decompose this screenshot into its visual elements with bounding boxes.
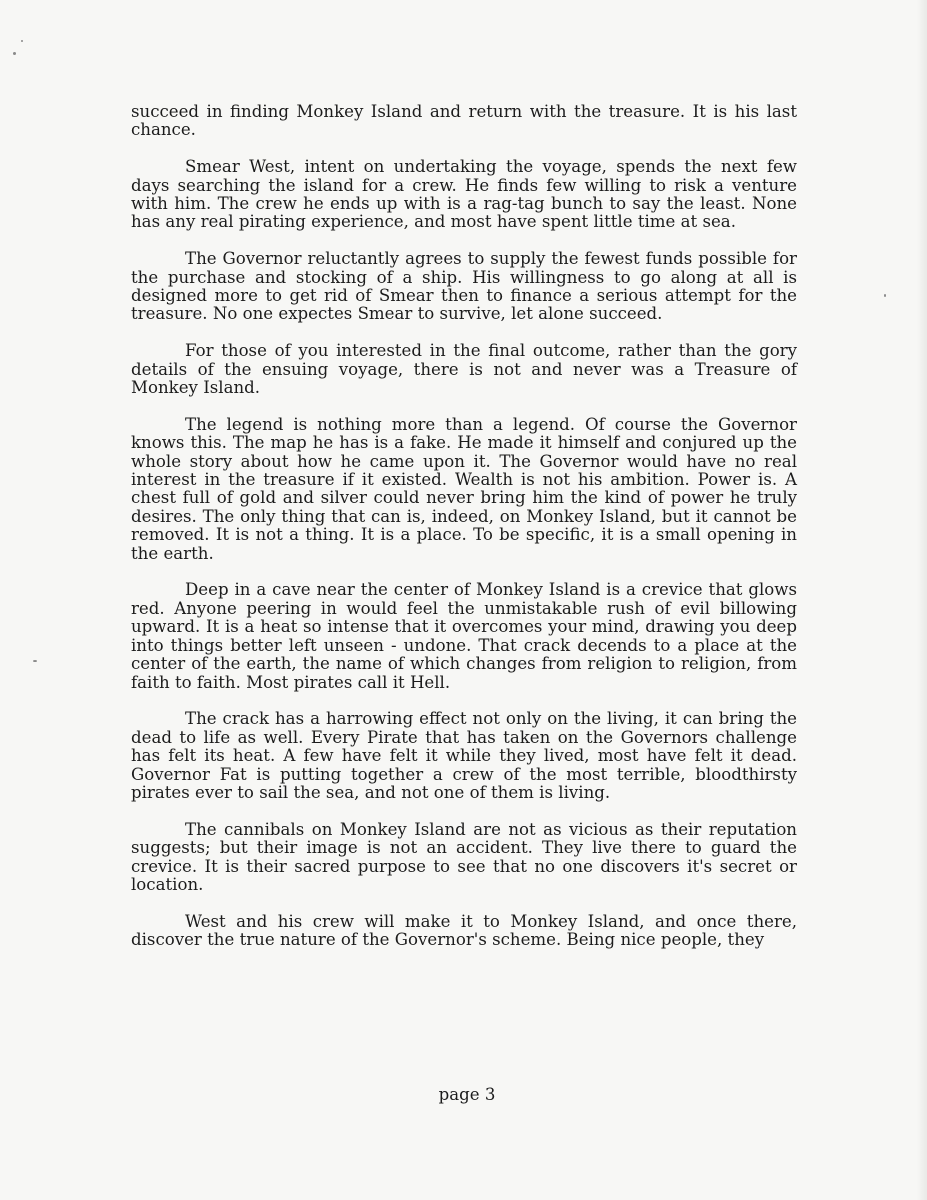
scan-speck [13, 52, 16, 55]
page-number-container [0, 1085, 927, 1104]
paragraph: succeed in finding Monkey Island and return with the treasure. It is his last chance. [131, 102, 797, 140]
paragraph: The Governor reluctantly agrees to supply the fewest funds possible for the purchase and stocking of a ship. His willingness to go along at all is designed more to get rid of Smear then to finance a serious attempt for the treasure. No one expectes Smear to survive, let alone succeed. [131, 249, 797, 324]
paragraph: The cannibals on Monkey Island are not as vicious as their reputation suggests; but their image is not an accident. They live there to guard the crevice. It is their sacred purpose to see that no one discovers it's secret or location. [131, 819, 797, 894]
scan-speck [884, 294, 886, 297]
document-body [131, 103, 797, 968]
paragraph: Deep in a cave near the center of Monkey Island is a crevice that glows red. Anyone peering in would feel the unmistakable rush of evil billowing upward. It is a heat so intense that it overcomes your mind, drawing you deep into things better left unseen - undone. That crack decends to a place at the center of the earth, the name of which changes from religion to religion, from faith to faith. Most pirates call it Hell. [131, 580, 797, 692]
scan-speck [21, 40, 23, 42]
page-edge-shadow [917, 0, 927, 1200]
paragraph: West and his crew will make it to Monkey Island, and once there, discover the true nature of the Governor's scheme. Being nice people, they [131, 911, 797, 950]
page-number: page 3 [438, 1085, 496, 1104]
paragraph: The legend is nothing more than a legend. Of course the Governor knows this. The map he has is a fake. He made it himself and conjured up the whole story about how he came upon it. The Governor would have no real interest in the treasure if it existed. Wealth is not his ambition. Power is. A chest full of gold and silver could never bring him the kind of power he truly desires. The only thing that can is, indeed, on Monkey Island, but it cannot be removed. It is not a thing. It is a place. To be specific, it is a small opening in the earth. [131, 414, 797, 563]
scan-speck [33, 660, 37, 662]
paragraph: The crack has a harrowing effect not only on the living, it can bring the dead to life as well. Every Pirate that has taken on the Governors challenge has felt its heat. A few have felt it while they lived, most have felt it dead. Governor Fat is putting together a crew of the most terrible, bloodthirsty pirates ever to sail the sea, and not one of them is living. [131, 709, 797, 802]
paragraph: Smear West, intent on undertaking the voyage, spends the next few days searching the island for a crew. He finds few willing to risk a venture with him. The crew he ends up with is a rag-tag bunch to say the least. None has any real pirating experience, and most have spent little time at sea. [131, 157, 797, 232]
paragraph: For those of you interested in the final outcome, rather than the gory details of the ensuing voyage, there is not and never was a Treasure of Monkey Island. [131, 341, 797, 398]
